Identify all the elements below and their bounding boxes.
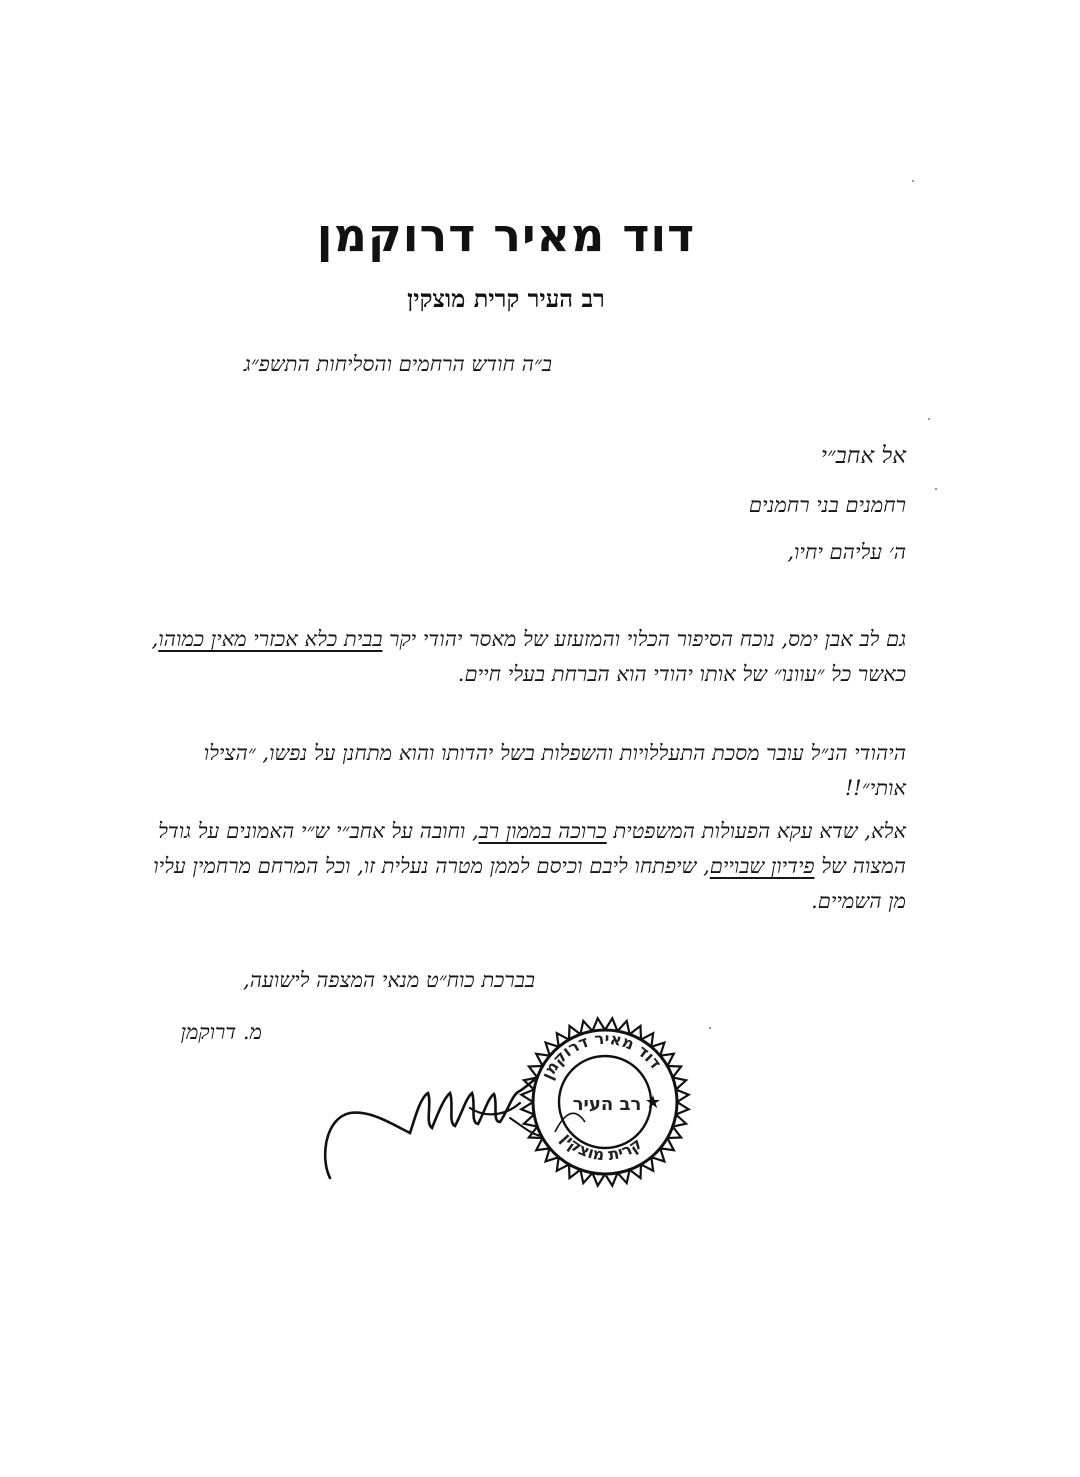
- paragraph-1-text-c: , כאשר כל ״עוונו״ של אותו יהודי הוא הברחת בעלי חיים.: [151, 627, 906, 686]
- paragraph-1-text-a: גם לב אבן ימס, נוכח הסיפור הכלוי והמזעזע של מאסר יהודי יקר: [382, 627, 906, 651]
- scan-speck: [912, 180, 914, 182]
- rabbi-seal-stamp: [515, 1012, 695, 1192]
- address-line-2: רחמנים בני רחמנים: [748, 493, 906, 517]
- paragraph-1-underlined: בבית כלא אכזרי מאין כמוהו: [158, 627, 383, 651]
- body-paragraph-1: [146, 622, 906, 692]
- date-line: ב״ה חודש הרחמים והסליחות התשפ״ג: [243, 352, 552, 376]
- star-icon: ★: [644, 1092, 662, 1113]
- paragraph-3-text-e: , שיפתחו ליבם וכיסם לממן מטרה נעלית זו, וכל המרחם מרחמין עליו מן השמיים.: [153, 854, 906, 913]
- scan-speck: [928, 418, 930, 420]
- scan-speck: [709, 1027, 711, 1029]
- seal-outer-text: דוד מאיר דרוקמן: [537, 1028, 666, 1083]
- address-line-3: ה׳ עליהם יחיו,: [787, 540, 906, 564]
- stamp-maker-mark: · · ·: [596, 1172, 608, 1180]
- closing-line: בברכת כוח״ט מנאי המצפה לישועה,: [243, 968, 535, 992]
- letterhead-name: דוד מאיר דרוקמן: [316, 208, 696, 262]
- seal-inner-text: רב העיר: [572, 1094, 642, 1115]
- paragraph-3-text-c: , וחובה על אחב״י ש״י האמונים על גודל המצוה של: [158, 819, 906, 878]
- body-paragraph-3: [146, 814, 906, 919]
- signer-name: מ. דרוקמן: [180, 1020, 262, 1044]
- paragraph-3-underlined-1: כרוכה בממון רב: [478, 819, 607, 843]
- paragraph-3-text-a: אלא, שדא עקא הפעולות המשפטית: [606, 819, 906, 843]
- letterhead-title: רב העיר קרית מוצקין: [407, 284, 605, 313]
- paragraph-3-underlined-2: פידיון שבויים: [709, 854, 815, 878]
- scan-speck: [935, 488, 937, 490]
- body-paragraph-2: היהודי הנ״ל עובר מסכת התעללויות והשפלות בשל יהדותו והוא מתחנן על נפשו, ״הצילו אותי״!!: [203, 741, 906, 800]
- address-line-1: אל אחב״י: [820, 443, 906, 469]
- seal-bottom-text: קרית מוצקין: [557, 1128, 646, 1165]
